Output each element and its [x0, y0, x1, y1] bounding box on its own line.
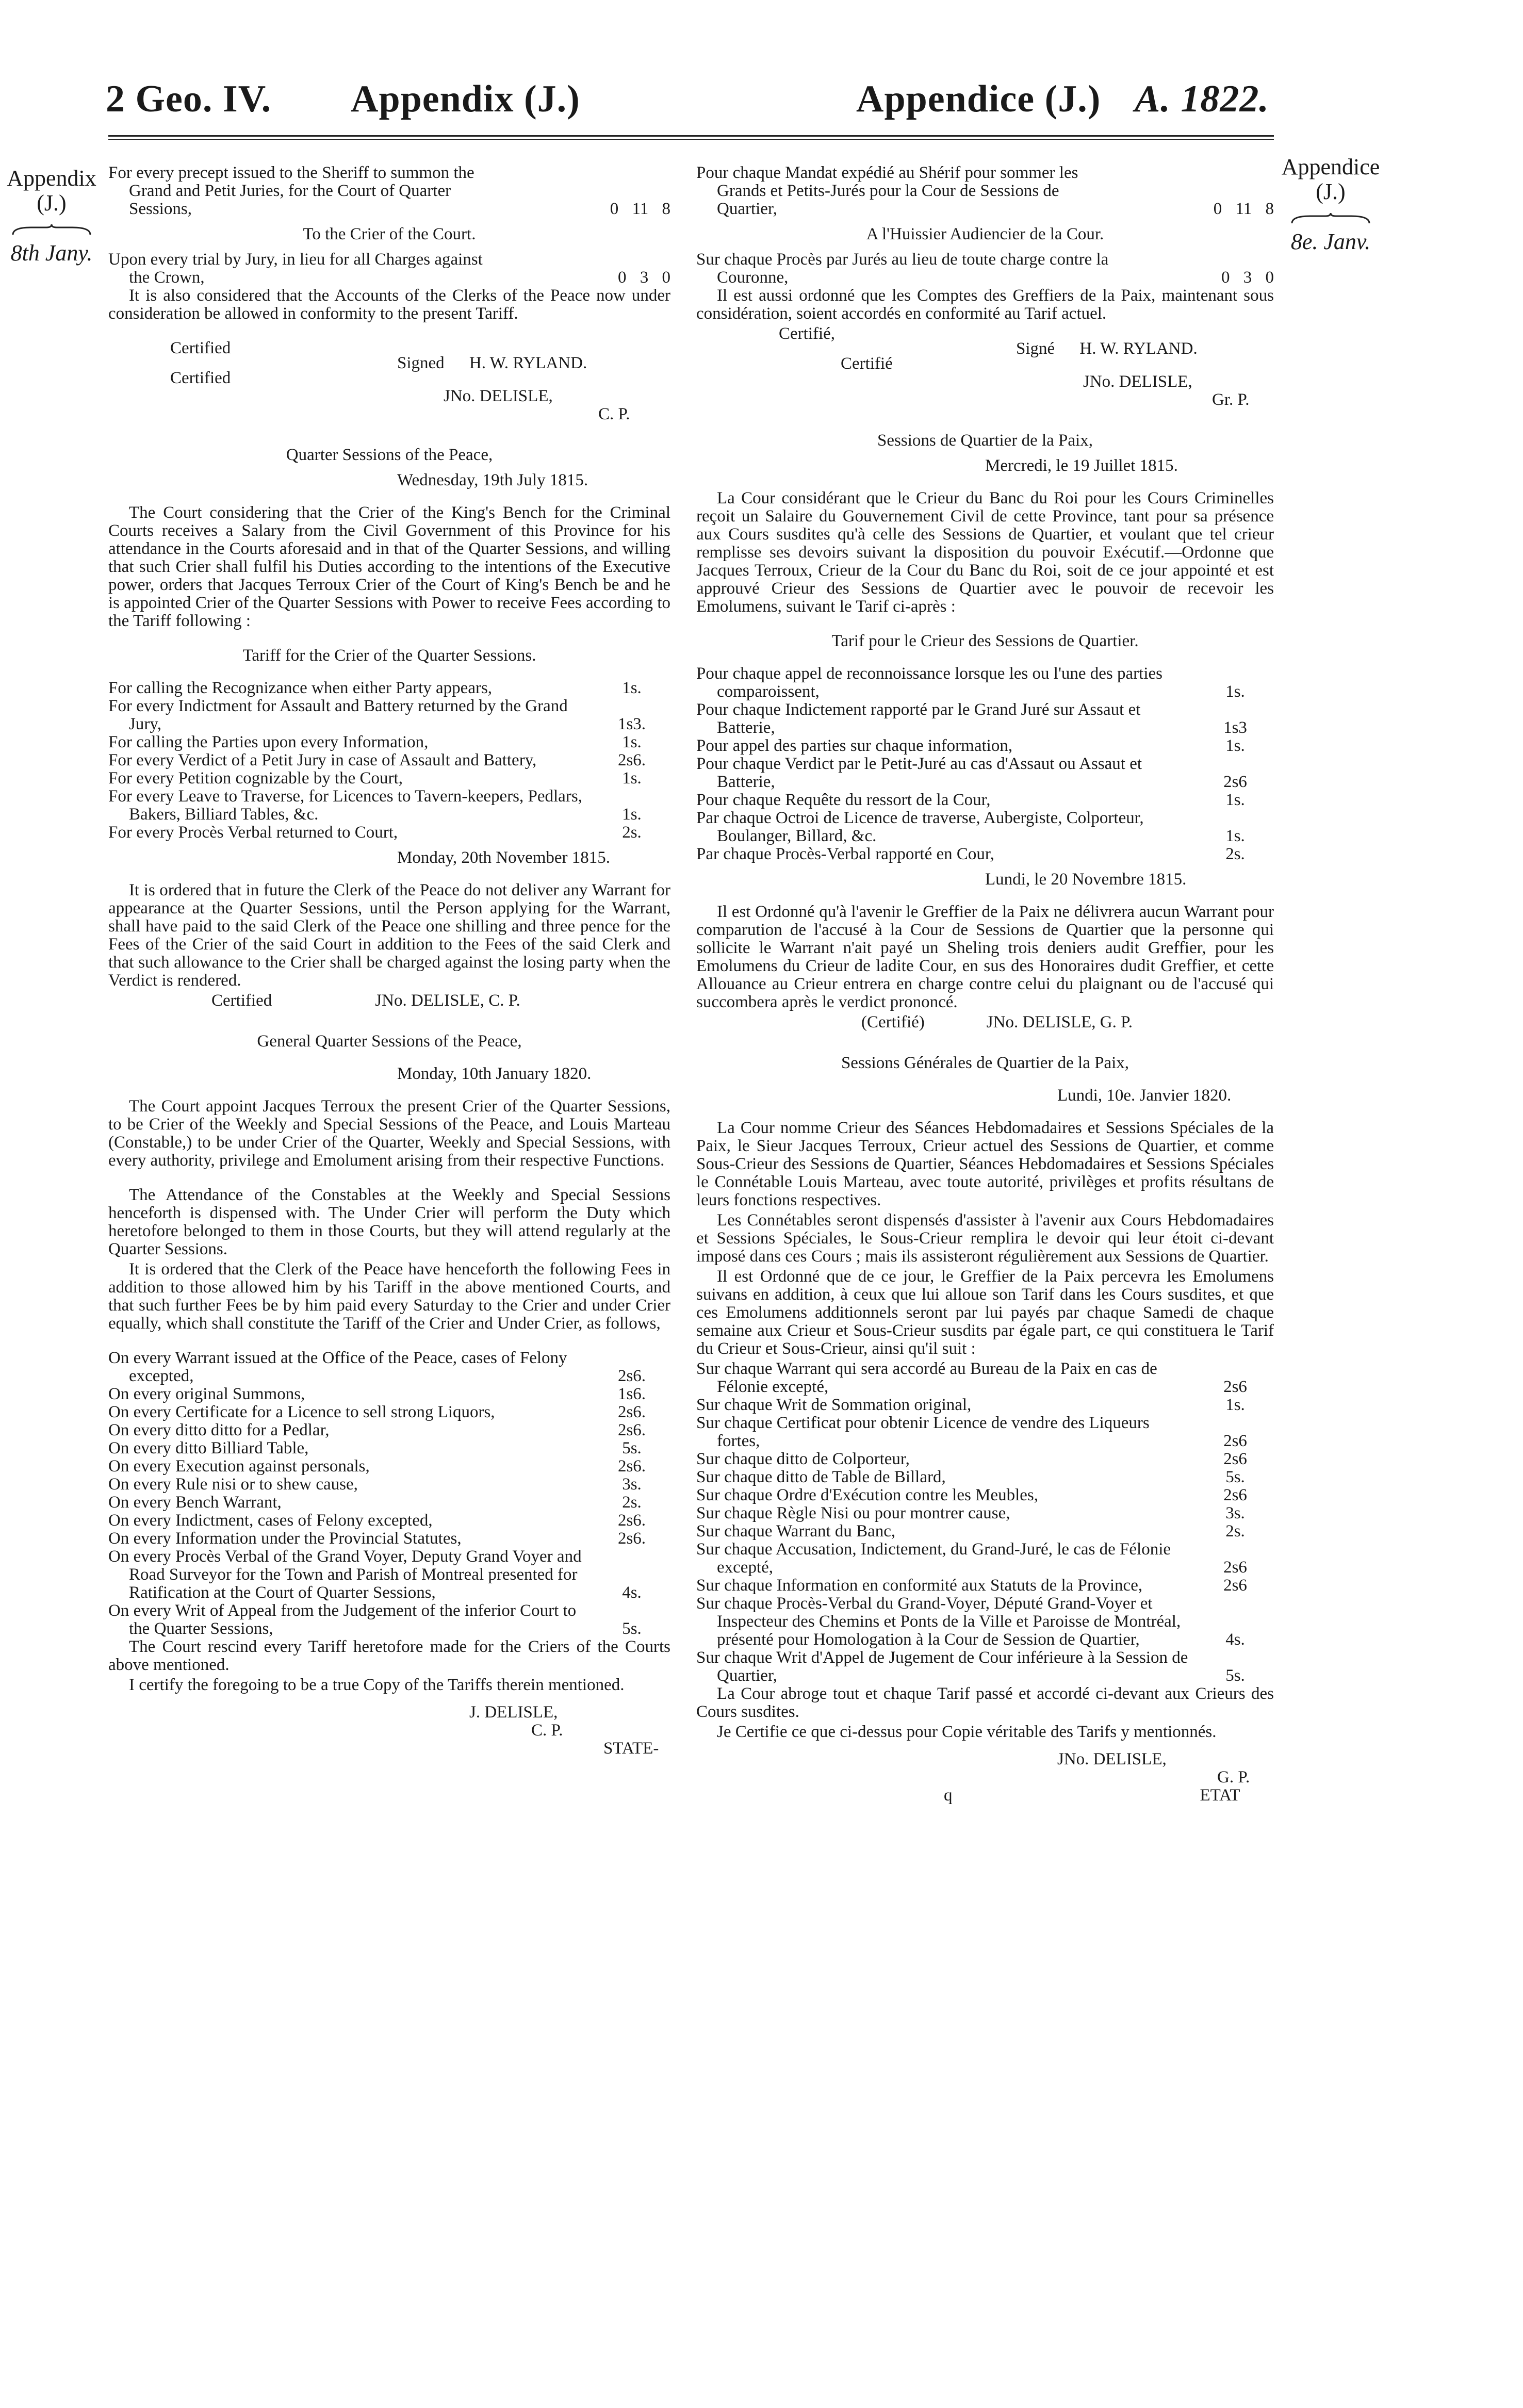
header-appendix-fr: Appendice (J.) [856, 78, 1101, 120]
fee-description: Sur chaque Writ d'Appel de Jugement de Cour inférieure à la Session de Quartier, [696, 1648, 1188, 1685]
margin-left-date: 8th Jany. [10, 240, 93, 266]
tariff-row [108, 751, 670, 769]
fee-description: On every Information under the Provincial Statutes, [108, 1529, 462, 1548]
tariff-row [696, 1522, 1274, 1541]
margin-right-sub: (J.) [1316, 179, 1346, 205]
fee-precept [696, 164, 1274, 218]
tariff-row [696, 845, 1274, 863]
fee-description: On every Writ of Appeal from the Judgement of the inferior Court to the Quarter Sessions, [108, 1601, 577, 1638]
fee-amount: 2s6 [1223, 1450, 1247, 1468]
tariff-row [108, 1421, 670, 1439]
fee-description: On every Warrant issued at the Office of the Peace, cases of Felony excepted, [108, 1349, 567, 1385]
certified-label: (Certifié) [861, 1013, 925, 1031]
fee-amount: 5s. [622, 1439, 642, 1457]
fee-amount: 2s6 [1223, 1558, 1247, 1577]
fee-amount: 2s6. [617, 1421, 646, 1439]
tariff-list [108, 679, 670, 842]
session-date: Monday, 20th November 1815. [397, 848, 611, 867]
fee-amount: 1s. [622, 769, 642, 788]
tariff-row [696, 1468, 1274, 1486]
fee-description: Par chaque Procès-Verbal rapporté en Cour, [696, 845, 994, 863]
session-paragraph: The Court appoint Jacques Terroux the present Crier of the Quarter Sessions, to be Crier of the Weekly and Special Sessions of the Peace, and Louis Marteau (Constable,) to be under Crier of the Quarter, Weekly and Special Sessions, with every authority, privilege and Emolument arising from their respective Functions. [108, 1097, 670, 1170]
signed-label: Signed [397, 354, 445, 372]
session-title: Quarter Sessions of the Peace, [286, 446, 493, 464]
session-title: General Quarter Sessions of the Peace, [257, 1032, 522, 1051]
tariff-row [108, 824, 670, 842]
fee-amount: 2s6. [617, 751, 646, 769]
fee-description: Sur chaque Ordre d'Exécution contre les Meubles, [696, 1486, 1038, 1504]
certified-label: Certified [170, 339, 231, 357]
fee-amount: 2s. [1225, 1522, 1245, 1541]
tariff-row [108, 769, 670, 788]
header-year: A. 1822. [1135, 78, 1269, 120]
tariff-row [108, 1439, 670, 1457]
tariff-list [696, 665, 1274, 863]
fee-description: For calling the Recognizance when either Party appears, [108, 679, 493, 697]
fee-amount: 1s. [1225, 791, 1245, 809]
tariff-row [108, 1403, 670, 1421]
tariff-row [696, 791, 1274, 809]
fee-description: Pour appel des parties sur chaque information, [696, 736, 1013, 755]
session-date: Wednesday, 19th July 1815. [397, 471, 588, 489]
final-title: G. P. [1217, 1768, 1250, 1787]
fee-amount: 0 11 8 [610, 200, 670, 218]
signer-name: H. W. RYLAND. [1079, 339, 1198, 358]
fee-description: Pour chaque Requête du ressort de la Cour, [696, 791, 991, 809]
fee-description: On every original Summons, [108, 1385, 305, 1403]
session-date: Mercredi, le 19 Juillet 1815. [985, 456, 1178, 475]
fee-description: Pour chaque Indictement rapporté par le Grand Juré sur Assaut et Batterie, [696, 700, 1141, 737]
fee-amount: 2s6 [1223, 1486, 1247, 1504]
fee-precept [108, 164, 670, 218]
tariff-row [696, 809, 1274, 845]
fee-trial [108, 251, 670, 287]
fee-description: Sur chaque Warrant du Banc, [696, 1522, 896, 1541]
certified-label: Certifié, [779, 324, 836, 343]
margin-right-date: 8e. Janv. [1290, 229, 1371, 255]
signer-name: JNo. DELISLE, [1083, 372, 1192, 391]
final-title: C. P. [531, 1721, 563, 1740]
session-paragraph: Il est Ordonné qu'à l'avenir le Greffier de la Paix ne délivrera aucun Warrant pour comparution de l'accusé à la Cour de Sessions de Quartier que la personne qui sollicite le Warrant n'ait payé un Sheling trois deniers audit Greffier, pour les Emolumens du Crieur de ladite Cour, en sus des Honoraires dudit Greffier, et cette Allouance au Crieur entrera en charge contre celui du plaignant ou de l'accusé qui succombera après le verdict prononcé. [696, 903, 1274, 1011]
fee-description: On every Bench Warrant, [108, 1493, 282, 1512]
fee-amount: 2s. [1225, 845, 1245, 863]
fee-amount: 1s6. [617, 1385, 646, 1403]
fee-description: On every ditto Billiard Table, [108, 1439, 309, 1457]
fee-description: Pour chaque Verdict par le Petit-Juré au cas d'Assaut ou Assaut et Batterie, [696, 755, 1142, 791]
tariff-row [108, 788, 670, 824]
tariff-row [696, 1360, 1274, 1396]
fee-description: Sur chaque Information en conformité aux Statuts de la Province, [696, 1576, 1143, 1595]
catchword: STATE- [603, 1739, 659, 1758]
fee-amount: 0 3 0 [1221, 268, 1274, 287]
fee-amount: 2s. [622, 1493, 642, 1512]
fee-description: Upon every trial by Jury, in lieu for all Charges against the Crown, [108, 250, 483, 287]
tariff-row [696, 1450, 1274, 1468]
tariff-row [108, 1602, 670, 1638]
tariff-row [696, 1396, 1274, 1414]
signer-name: JNo. DELISLE, [444, 387, 553, 405]
fee-amount: 2s6. [617, 1457, 646, 1476]
certify-paragraph: I certify the foregoing to be a true Copy of the Tariffs therein mentioned. [129, 1676, 625, 1694]
signed-label: Signé [1016, 339, 1055, 358]
footer-row [696, 1787, 1274, 1805]
fee-description: For every Verdict of a Petit Jury in case of Assault and Battery, [108, 751, 537, 769]
fee-description: Pour chaque Mandat expédié au Shérif pour sommer les Grands et Petits-Jurés pour la Cour de Sessions de Quartier, [696, 163, 1078, 218]
fee-amount: 0 11 8 [1213, 200, 1274, 218]
fee-amount: 2s6. [617, 1403, 646, 1421]
tariff-row [108, 697, 670, 733]
fee-description: For every Leave to Traverse, for Licences to Tavern-keepers, Pedlars, Bakers, Billiard Tables, &c. [108, 787, 582, 824]
fee-amount: 1s. [1225, 682, 1245, 701]
fee-description: For every Indictment for Assault and Battery returned by the Grand Jury, [108, 697, 568, 733]
fee-description: Par chaque Octroi de Licence de traverse, Aubergiste, Colporteur, Boulanger, Billard, &c. [696, 809, 1144, 845]
tariff-row [696, 1414, 1274, 1450]
fee-amount: 5s. [1225, 1468, 1245, 1486]
fee-amount: 1s3. [617, 715, 646, 733]
fee-description: Sur chaque Procès-Verbal du Grand-Voyer, Député Grand-Voyer et Inspecteur des Chemins et Ponts de la Ville et Paroisse de Montréal, présenté pour Homologation à la Cour de Session de Quartier, [696, 1594, 1181, 1649]
fee-amount: 4s. [1225, 1630, 1245, 1649]
signer-name: JNo. DELISLE, C. P. [375, 991, 520, 1010]
session-date: Monday, 10th January 1820. [397, 1064, 592, 1083]
crier-heading: A l'Huissier Audiencier de la Cour. [866, 225, 1104, 243]
tariff-row [696, 701, 1274, 737]
session-date: Lundi, 10e. Janvier 1820. [1057, 1086, 1232, 1105]
fee-amount: 1s. [622, 679, 642, 697]
session-paragraph: The Court considering that the Crier of the King's Bench for the Criminal Courts receives a Salary from the Civil Government of this Province for his attendance in the Courts aforesaid and in that of the Quarter Sessions, and willing that such Crier shall fulfil his Duties according to the intentions of the Executive power, orders that Jacques Terroux Crier of the Court of King's Bench be and he is appointed Crier of the Quarter Sessions with Power to receive Fees according to the Tariff following : [108, 503, 670, 630]
fee-description: On every Certificate for a Licence to sell strong Liquors, [108, 1403, 495, 1421]
session-date: Lundi, le 20 Novembre 1815. [985, 870, 1187, 889]
fee-description: On every Indictment, cases of Felony excepted, [108, 1511, 433, 1530]
fee-description: Sur chaque Procès par Jurés au lieu de toute charge contre la Couronne, [696, 250, 1109, 287]
fee-amount: 2s6 [1223, 773, 1247, 791]
fee-amount: 5s. [622, 1619, 642, 1638]
certification [108, 992, 670, 1010]
tariff-row [696, 755, 1274, 791]
margin-note-left [0, 166, 103, 266]
fee-description: For every Petition cognizable by the Court, [108, 769, 403, 788]
tariff-row [108, 1530, 670, 1548]
fee-trial [696, 251, 1274, 287]
final-signer: J. DELISLE, [469, 1703, 558, 1722]
fee-description: For every precept issued to the Sheriff to summon the Grand and Petit Juries, for the Court of Quarter Sessions, [108, 163, 474, 218]
signer-title: C. P. [598, 405, 630, 423]
tariff-list [108, 1349, 670, 1638]
signer-name: JNo. DELISLE, G. P. [986, 1013, 1133, 1031]
header-regnal-year: 2 Geo. IV. [106, 78, 272, 120]
fee-amount: 2s6 [1223, 1378, 1247, 1396]
margin-note-right [1279, 155, 1382, 255]
tariff-row [108, 1476, 670, 1494]
signer-name: H. W. RYLAND. [469, 354, 587, 372]
tariff-row [108, 679, 670, 697]
fee-amount: 2s. [622, 823, 642, 842]
french-column [696, 164, 1274, 1805]
session-paragraph: La Cour considérant que le Crieur du Banc du Roi pour les Cours Criminelles reçoit un Salaire du Gouvernement Civil de cette Province, tant pour sa présence aux Cours susdites qu'à celle des Sessions de Quartier, et voulant que tel crieur remplisse ses devoirs suivant la disposition du pouvoir Exécutif.—Ordonne que Jacques Terroux, Crieur de la Cour du Banc du Roi, soit de ce jour appointé et est approuvé Crieur des Sessions de Quartier avec le pouvoir de recevoir les Emolumens, suivant le Tarif ci-après : [696, 489, 1274, 616]
fee-description: Sur chaque Accusation, Indictement, du Grand-Juré, le cas de Félonie excepté, [696, 1540, 1171, 1577]
header-appendix-en: Appendix (J.) [351, 78, 580, 120]
tariff-row [696, 1595, 1274, 1649]
tariff-row [696, 665, 1274, 701]
fee-amount: 3s. [622, 1475, 642, 1494]
tariff-list [696, 1360, 1274, 1685]
accounts-paragraph: It is also considered that the Accounts of the Clerks of the Peace now under consideration be allowed in conformity to the present Tariff. [108, 286, 670, 323]
fee-amount: 2s6 [1223, 1576, 1247, 1595]
fee-description: Sur chaque Certificat pour obtenir Licence de vendre des Liqueurs fortes, [696, 1414, 1150, 1450]
fee-amount: 2s6. [617, 1529, 646, 1548]
margin-left-sub: (J.) [37, 190, 67, 216]
header-rule-thin [108, 139, 1274, 140]
fee-description: Sur chaque ditto de Table de Billard, [696, 1468, 946, 1486]
rescind-paragraph: The Court rescind every Tariff heretofore made for the Criers of the Courts above mentioned. [108, 1637, 670, 1674]
tariff-row [696, 1486, 1274, 1504]
fee-description: For every Procès Verbal returned to Court, [108, 823, 398, 842]
session-paragraph: The Attendance of the Constables at the Weekly and Special Sessions henceforth is dispensed with. The Under Crier will perform the Duty which heretofore belonged to them in those Courts, but they will attend regularly at the Quarter Sessions. [108, 1186, 670, 1258]
fee-amount: 3s. [1225, 1504, 1245, 1522]
margin-left-appendix: Appendix [7, 166, 96, 191]
fee-description: On every Rule nisi or to shew cause, [108, 1475, 358, 1494]
fee-amount: 1s. [622, 805, 642, 824]
final-signer: JNo. DELISLE, [1057, 1750, 1167, 1768]
fee-amount: 0 3 0 [618, 268, 670, 287]
certify-paragraph: Je Certifie ce que ci-dessus pour Copie véritable des Tarifs y mentionnés. [717, 1723, 1217, 1741]
accounts-paragraph: Il est aussi ordonné que les Comptes des Greffiers de la Paix, maintenant sous considération, soient accordés en conformité au Tarif actuel. [696, 286, 1274, 323]
fee-amount: 1s. [1225, 827, 1245, 845]
fee-amount: 5s. [1225, 1666, 1245, 1685]
tariff-row [696, 1577, 1274, 1595]
tariff-row [108, 1349, 670, 1385]
tariff-row [108, 1494, 670, 1512]
english-column [108, 164, 670, 1758]
fee-amount: 1s. [622, 733, 642, 751]
session-paragraph: La Cour nomme Crieur des Séances Hebdomadaires et Sessions Spéciales de la Paix, le Sieur Jacques Terroux, Crieur actuel des Sessions de Quartier, et comme Sous-Crieur des Sessions de Quartier, Séances Hebdomadaires et Sessions Spéciales le Connétable Louis Marteau, avec toute autorité, privilèges et profits résultans de leurs fonctions respectives. [696, 1119, 1274, 1209]
rescind-paragraph: La Cour abroge tout et chaque Tarif passé et accordé ci-devant aux Crieurs des Cours susdites. [696, 1684, 1274, 1721]
session-paragraph: Il est Ordonné que de ce jour, le Greffier de la Paix percevra les Emolumens suivans en addition, à ceux que lui alloue son Tarif dans les Cours susdites, et que ces Emolumens additionnels seront par lui payés par chaque Samedi de chaque semaine aux Crieur et Sous-Crieur susdits par égale part, ce qui constituera le Tarif du Crieur et Sous-Crieur, ainsi qu'il suit : [696, 1267, 1274, 1358]
brace-icon [10, 224, 93, 236]
fee-description: On every Execution against personals, [108, 1457, 370, 1476]
header-rule [108, 135, 1274, 137]
page-signature: q [944, 1786, 953, 1805]
fee-amount: 1s3 [1223, 718, 1247, 737]
certified-label: Certified [211, 991, 272, 1010]
tariff-title: Tarif pour le Crieur des Sessions de Quartier. [831, 632, 1139, 650]
fee-amount: 4s. [622, 1583, 642, 1602]
fee-amount: 1s. [1225, 1396, 1245, 1414]
certification [696, 1013, 1274, 1031]
fee-amount: 1s. [1225, 736, 1245, 755]
certified-label: Certified [170, 369, 231, 387]
tariff-row [108, 1548, 670, 1602]
fee-description: Sur chaque Règle Nisi ou pour montrer cause, [696, 1504, 1010, 1522]
fee-description: Sur chaque Warrant qui sera accordé au Bureau de la Paix en cas de Félonie excepté, [696, 1359, 1157, 1396]
session-paragraph: Les Connétables seront dispensés d'assister à l'avenir aux Cours Hebdomadaires et Sessions Spéciales, le Sous-Crieur remplira le devoir qui leur étoit ci-devant imposé dans ces Cours ; mais ils assisteront régulièrement aux Sessions de Quartier. [696, 1211, 1274, 1266]
certified-label: Certifié [841, 354, 893, 373]
fee-amount: 2s6. [617, 1367, 646, 1385]
catchword: ETAT [1200, 1786, 1240, 1805]
tariff-row [696, 1541, 1274, 1577]
fee-description: On every Procès Verbal of the Grand Voyer, Deputy Grand Voyer and Road Surveyor for the Town and Parish of Montreal presented for Ratification at the Court of Quarter Sessions, [108, 1547, 582, 1602]
fee-description: Pour chaque appel de reconnoissance lorsque les ou l'une des parties comparoissent, [696, 664, 1162, 701]
session-title: Sessions de Quartier de la Paix, [877, 431, 1093, 450]
session-paragraph: It is ordered that in future the Clerk of the Peace do not deliver any Warrant for appearance at the Quarter Sessions, until the Person applying for the Warrant, shall have paid to the said Clerk of the Peace one shilling and three pence for the Fees of the Crier of the said Court in addition to the Fees of the said Clerk and that such allowance to the Crier shall be charged against the losing party when the Verdict is rendered. [108, 881, 670, 990]
margin-right-appendice: Appendice [1281, 154, 1380, 179]
fee-amount: 2s6. [617, 1511, 646, 1530]
fee-description: Sur chaque ditto de Colporteur, [696, 1450, 910, 1468]
tariff-title: Tariff for the Crier of the Quarter Sessions. [242, 646, 536, 665]
brace-icon [1289, 213, 1372, 224]
fee-amount: 2s6 [1223, 1432, 1247, 1450]
fee-description: Sur chaque Writ de Sommation original, [696, 1396, 972, 1414]
tariff-row [108, 1512, 670, 1530]
tariff-row [696, 1504, 1274, 1522]
fee-description: For calling the Parties upon every Information, [108, 733, 429, 751]
signer-title: Gr. P. [1212, 390, 1250, 409]
crier-heading: To the Crier of the Court. [303, 225, 476, 243]
tariff-row [696, 737, 1274, 755]
tariff-row [108, 733, 670, 751]
tariff-row [108, 1385, 670, 1403]
session-title: Sessions Générales de Quartier de la Paix, [841, 1054, 1129, 1072]
fee-description: On every ditto ditto for a Pedlar, [108, 1421, 330, 1439]
session-paragraph: It is ordered that the Clerk of the Peace have henceforth the following Fees in addition to those allowed him by his Tariff in the above mentioned Courts, and that such further Fees be by him paid every Saturday to the Crier and under Crier equally, which shall constitute the Tariff of the Crier and Under Crier, as follows, [108, 1260, 670, 1333]
tariff-row [108, 1457, 670, 1476]
tariff-row [696, 1649, 1274, 1685]
